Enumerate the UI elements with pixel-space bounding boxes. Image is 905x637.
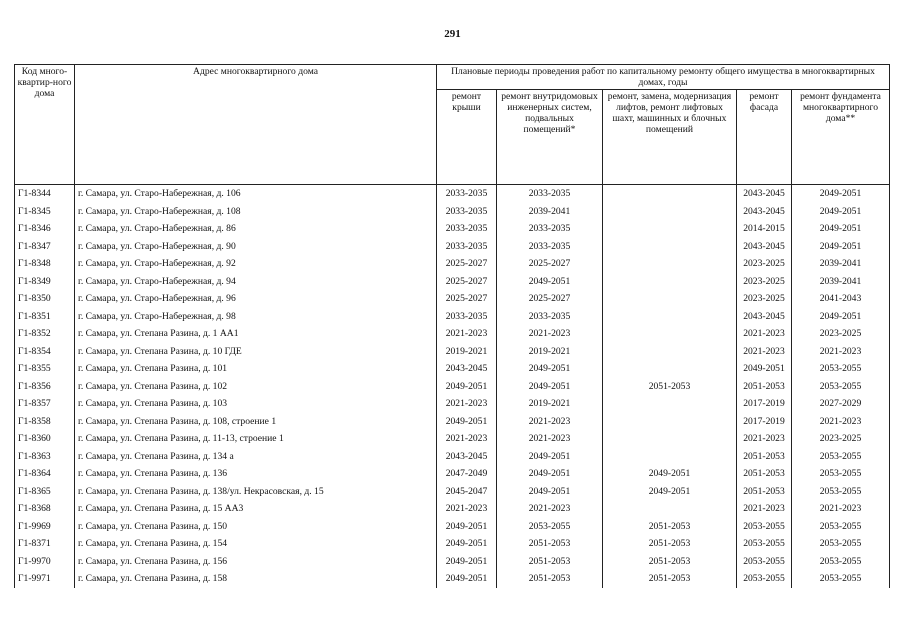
cell-foundation: 2023-2025	[792, 325, 890, 343]
cell-lifts	[603, 325, 737, 343]
cell-lifts	[603, 308, 737, 326]
cell-systems: 2049-2051	[497, 273, 603, 291]
capital-repair-schedule-table	[14, 64, 890, 588]
cell-foundation: 2021-2023	[792, 500, 890, 518]
cell-roof: 2025-2027	[437, 273, 497, 291]
cell-lifts: 2051-2053	[603, 570, 737, 588]
cell-facade: 2023-2025	[737, 290, 792, 308]
cell-code: Г1-8346	[15, 220, 75, 238]
cell-facade: 2023-2025	[737, 255, 792, 273]
cell-code: Г1-8349	[15, 273, 75, 291]
cell-facade: 2017-2019	[737, 413, 792, 431]
cell-facade: 2043-2045	[737, 203, 792, 221]
cell-code: Г1-9971	[15, 570, 75, 588]
table-row	[15, 570, 890, 588]
cell-facade: 2021-2023	[737, 500, 792, 518]
cell-systems: 2025-2027	[497, 255, 603, 273]
cell-facade: 2051-2053	[737, 448, 792, 466]
cell-lifts	[603, 290, 737, 308]
cell-roof: 2021-2023	[437, 500, 497, 518]
cell-code: Г1-8356	[15, 378, 75, 396]
cell-facade: 2051-2053	[737, 483, 792, 501]
table-row	[15, 255, 890, 273]
cell-code: Г1-8364	[15, 465, 75, 483]
cell-lifts: 2051-2053	[603, 378, 737, 396]
cell-address: г. Самара, ул. Старо-Набережная, д. 92	[75, 255, 437, 273]
cell-systems: 2019-2021	[497, 395, 603, 413]
cell-code: Г1-8354	[15, 343, 75, 361]
cell-code: Г1-8365	[15, 483, 75, 501]
table-row	[15, 360, 890, 378]
cell-roof: 2049-2051	[437, 535, 497, 553]
table-row	[15, 220, 890, 238]
cell-lifts	[603, 273, 737, 291]
cell-foundation: 2021-2023	[792, 343, 890, 361]
cell-systems: 2033-2035	[497, 220, 603, 238]
header-foundation: ремонт фундамента многоквартирного дома**	[792, 90, 890, 185]
cell-foundation: 2039-2041	[792, 273, 890, 291]
cell-roof: 2033-2035	[437, 238, 497, 256]
table-row	[15, 483, 890, 501]
header-periods-group: Плановые периоды проведения работ по капитальному ремонту общего имущества в многоквартирных домах, годы	[437, 65, 890, 90]
cell-lifts	[603, 430, 737, 448]
cell-systems: 2033-2035	[497, 185, 603, 203]
cell-systems: 2049-2051	[497, 465, 603, 483]
cell-lifts: 2049-2051	[603, 465, 737, 483]
cell-roof: 2033-2035	[437, 185, 497, 203]
cell-facade: 2017-2019	[737, 395, 792, 413]
cell-lifts: 2051-2053	[603, 535, 737, 553]
table-row	[15, 290, 890, 308]
cell-foundation: 2049-2051	[792, 203, 890, 221]
table-header	[15, 65, 890, 185]
cell-roof: 2049-2051	[437, 570, 497, 588]
cell-address: г. Самара, ул. Степана Разина, д. 101	[75, 360, 437, 378]
cell-lifts	[603, 360, 737, 378]
cell-roof: 2043-2045	[437, 448, 497, 466]
cell-code: Г1-9970	[15, 553, 75, 571]
cell-systems: 2021-2023	[497, 413, 603, 431]
cell-facade: 2043-2045	[737, 238, 792, 256]
table-row	[15, 500, 890, 518]
cell-roof: 2049-2051	[437, 413, 497, 431]
table-row	[15, 203, 890, 221]
table-row	[15, 535, 890, 553]
cell-systems: 2049-2051	[497, 360, 603, 378]
cell-lifts	[603, 203, 737, 221]
cell-foundation: 2053-2055	[792, 570, 890, 588]
cell-systems: 2051-2053	[497, 570, 603, 588]
cell-address: г. Самара, ул. Старо-Набережная, д. 108	[75, 203, 437, 221]
cell-facade: 2051-2053	[737, 465, 792, 483]
cell-roof: 2045-2047	[437, 483, 497, 501]
cell-facade: 2043-2045	[737, 185, 792, 203]
cell-address: г. Самара, ул. Степана Разина, д. 108, строение 1	[75, 413, 437, 431]
cell-roof: 2019-2021	[437, 343, 497, 361]
cell-lifts	[603, 238, 737, 256]
cell-systems: 2021-2023	[497, 430, 603, 448]
header-roof: ремонт крыши	[437, 90, 497, 185]
table-body	[15, 185, 890, 588]
cell-lifts	[603, 185, 737, 203]
table-row	[15, 185, 890, 203]
cell-facade: 2021-2023	[737, 430, 792, 448]
cell-facade: 2021-2023	[737, 325, 792, 343]
cell-foundation: 2027-2029	[792, 395, 890, 413]
table-row	[15, 518, 890, 536]
cell-address: г. Самара, ул. Степана Разина, д. 156	[75, 553, 437, 571]
cell-lifts: 2049-2051	[603, 483, 737, 501]
cell-address: г. Самара, ул. Старо-Набережная, д. 96	[75, 290, 437, 308]
cell-address: г. Самара, ул. Степана Разина, д. 158	[75, 570, 437, 588]
cell-address: г. Самара, ул. Степана Разина, д. 15 АА3	[75, 500, 437, 518]
cell-systems: 2033-2035	[497, 308, 603, 326]
table-row	[15, 325, 890, 343]
cell-facade: 2053-2055	[737, 570, 792, 588]
cell-systems: 2025-2027	[497, 290, 603, 308]
cell-code: Г1-8350	[15, 290, 75, 308]
cell-code: Г1-8363	[15, 448, 75, 466]
cell-facade: 2051-2053	[737, 378, 792, 396]
cell-code: Г1-8352	[15, 325, 75, 343]
cell-roof: 2025-2027	[437, 255, 497, 273]
cell-lifts: 2051-2053	[603, 518, 737, 536]
cell-foundation: 2053-2055	[792, 553, 890, 571]
cell-systems: 2051-2053	[497, 553, 603, 571]
cell-code: Г1-9969	[15, 518, 75, 536]
cell-address: г. Самара, ул. Степана Разина, д. 103	[75, 395, 437, 413]
cell-foundation: 2053-2055	[792, 483, 890, 501]
cell-facade: 2049-2051	[737, 360, 792, 378]
cell-roof: 2021-2023	[437, 395, 497, 413]
table-row	[15, 448, 890, 466]
cell-code: Г1-8357	[15, 395, 75, 413]
cell-address: г. Самара, ул. Степана Разина, д. 102	[75, 378, 437, 396]
cell-foundation: 2053-2055	[792, 448, 890, 466]
cell-code: Г1-8347	[15, 238, 75, 256]
cell-foundation: 2053-2055	[792, 518, 890, 536]
cell-lifts	[603, 413, 737, 431]
cell-foundation: 2053-2055	[792, 535, 890, 553]
cell-foundation: 2049-2051	[792, 238, 890, 256]
cell-systems: 2033-2035	[497, 238, 603, 256]
table-row	[15, 378, 890, 396]
cell-roof: 2049-2051	[437, 553, 497, 571]
cell-address: г. Самара, ул. Степана Разина, д. 136	[75, 465, 437, 483]
cell-facade: 2053-2055	[737, 535, 792, 553]
cell-code: Г1-8368	[15, 500, 75, 518]
cell-facade: 2043-2045	[737, 308, 792, 326]
cell-code: Г1-8371	[15, 535, 75, 553]
page-number: 291	[444, 28, 461, 40]
cell-facade: 2053-2055	[737, 518, 792, 536]
cell-address: г. Самара, ул. Старо-Набережная, д. 94	[75, 273, 437, 291]
cell-roof: 2049-2051	[437, 518, 497, 536]
cell-code: Г1-8344	[15, 185, 75, 203]
cell-lifts	[603, 500, 737, 518]
cell-roof: 2033-2035	[437, 203, 497, 221]
cell-facade: 2021-2023	[737, 343, 792, 361]
cell-address: г. Самара, ул. Степана Разина, д. 138/ул. Некрасовская, д. 15	[75, 483, 437, 501]
table-row	[15, 343, 890, 361]
cell-systems: 2049-2051	[497, 448, 603, 466]
cell-address: г. Самара, ул. Степана Разина, д. 10 ГДЕ	[75, 343, 437, 361]
cell-foundation: 2049-2051	[792, 185, 890, 203]
cell-lifts: 2051-2053	[603, 553, 737, 571]
cell-address: г. Самара, ул. Старо-Набережная, д. 90	[75, 238, 437, 256]
cell-roof: 2033-2035	[437, 308, 497, 326]
cell-code: Г1-8348	[15, 255, 75, 273]
cell-lifts	[603, 448, 737, 466]
table-row	[15, 413, 890, 431]
cell-roof: 2025-2027	[437, 290, 497, 308]
cell-systems: 2049-2051	[497, 378, 603, 396]
cell-foundation: 2053-2055	[792, 360, 890, 378]
cell-roof: 2049-2051	[437, 378, 497, 396]
cell-systems: 2049-2051	[497, 483, 603, 501]
cell-foundation: 2021-2023	[792, 413, 890, 431]
cell-facade: 2053-2055	[737, 553, 792, 571]
cell-roof: 2021-2023	[437, 325, 497, 343]
cell-lifts	[603, 220, 737, 238]
cell-roof: 2043-2045	[437, 360, 497, 378]
header-facade: ремонт фасада	[737, 90, 792, 185]
cell-code: Г1-8358	[15, 413, 75, 431]
cell-roof: 2033-2035	[437, 220, 497, 238]
cell-facade: 2023-2025	[737, 273, 792, 291]
cell-foundation: 2049-2051	[792, 308, 890, 326]
cell-facade: 2014-2015	[737, 220, 792, 238]
cell-foundation: 2041-2043	[792, 290, 890, 308]
header-code: Код много-квартир-ного дома	[15, 65, 75, 185]
cell-lifts	[603, 343, 737, 361]
cell-code: Г1-8360	[15, 430, 75, 448]
cell-roof: 2021-2023	[437, 430, 497, 448]
table-row	[15, 430, 890, 448]
header-lifts: ремонт, замена, модернизация лифтов, ремонт лифтовых шахт, машинных и блочных помещений	[603, 90, 737, 185]
cell-foundation: 2049-2051	[792, 220, 890, 238]
table-row	[15, 273, 890, 291]
cell-systems: 2021-2023	[497, 500, 603, 518]
cell-code: Г1-8351	[15, 308, 75, 326]
cell-foundation: 2039-2041	[792, 255, 890, 273]
table-row	[15, 465, 890, 483]
cell-systems: 2053-2055	[497, 518, 603, 536]
cell-systems: 2019-2021	[497, 343, 603, 361]
cell-address: г. Самара, ул. Степана Разина, д. 154	[75, 535, 437, 553]
cell-foundation: 2053-2055	[792, 465, 890, 483]
cell-systems: 2051-2053	[497, 535, 603, 553]
cell-lifts	[603, 255, 737, 273]
cell-address: г. Самара, ул. Старо-Набережная, д. 106	[75, 185, 437, 203]
table-row	[15, 553, 890, 571]
header-systems: ремонт внутридомовых инженерных систем, подвальных помещений*	[497, 90, 603, 185]
cell-address: г. Самара, ул. Старо-Набережная, д. 98	[75, 308, 437, 326]
cell-foundation: 2053-2055	[792, 378, 890, 396]
header-address: Адрес многоквартирного дома	[75, 65, 437, 185]
table-row	[15, 308, 890, 326]
table-row	[15, 395, 890, 413]
cell-systems: 2039-2041	[497, 203, 603, 221]
cell-lifts	[603, 395, 737, 413]
cell-code: Г1-8345	[15, 203, 75, 221]
table-row	[15, 238, 890, 256]
cell-roof: 2047-2049	[437, 465, 497, 483]
cell-address: г. Самара, ул. Степана Разина, д. 134 а	[75, 448, 437, 466]
cell-address: г. Самара, ул. Старо-Набережная, д. 86	[75, 220, 437, 238]
cell-foundation: 2023-2025	[792, 430, 890, 448]
cell-address: г. Самара, ул. Степана Разина, д. 150	[75, 518, 437, 536]
cell-systems: 2021-2023	[497, 325, 603, 343]
cell-code: Г1-8355	[15, 360, 75, 378]
cell-address: г. Самара, ул. Степана Разина, д. 11-13, строение 1	[75, 430, 437, 448]
cell-address: г. Самара, ул. Степана Разина, д. 1 АА1	[75, 325, 437, 343]
